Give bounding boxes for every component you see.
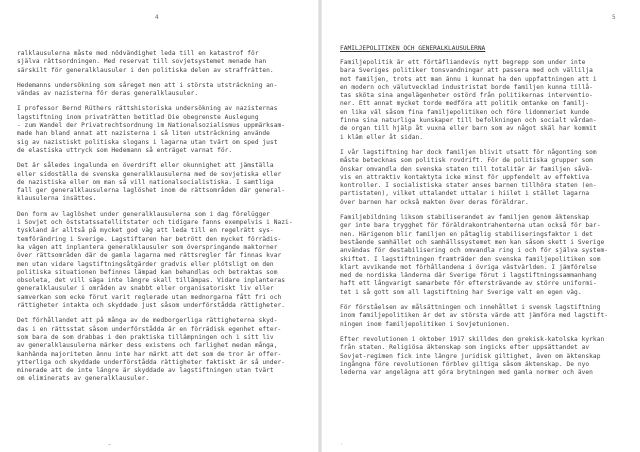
text-line: tet i så gott som all lagstiftning har Sverige valt en egen väg.: [340, 288, 582, 296]
text-line: vändas av nazisterna för deras generalklausuler.: [17, 90, 199, 98]
paragraph: [17, 50, 285, 75]
page-number: 4: [155, 14, 159, 21]
text-line: generalklausuler i områden av snabbt eller organisatoriskt liv eller: [17, 285, 274, 293]
page-body: [17, 50, 293, 391]
text-line: eller sidoställa de svenska generalklausulerna med de sovjetiska eller: [17, 170, 282, 178]
text-line: bestående samhället och samhällssystemet men kan såsom skett i Sverige: [340, 238, 605, 246]
paragraph: [17, 162, 285, 203]
text-line: finna sina naturliga kunskaper till befolkningen och socialt vårdan-: [340, 117, 597, 125]
text-line: samverkan som ecke förut varit reglerade utan mednorgarna fått fri och: [17, 293, 282, 301]
text-line: partistaten), vilket uttalandet uttalar i hiilet i stället lagarna: [340, 190, 590, 198]
text-line: ingångna före revolutionen förblev giltiga såsom äktenskap. De nyo: [340, 360, 590, 368]
text-line: Efter revolutionen i oktober 1917 skilldes den grekisk-katolska kyrkan: [340, 335, 605, 343]
text-line: Familjebildning liksom stabiliserandet av familjen genom äktenskap: [340, 214, 590, 222]
text-line: själva rättsordningen. Med reservat till sovjetsystemet menade han: [17, 58, 267, 66]
text-line: I professor Bernd Rüthers rättshistoriska undersökning av nazisternas: [17, 105, 278, 113]
text-line: de elastiska uttryck som Hedemann så enträget varnat för.: [17, 146, 233, 154]
text-line: kontroller. I socialistiska stater anses barnen tillhöra staten (en-: [340, 182, 597, 190]
text-line: Det är således ingalunda en överdrift eller okunnighet att jämställa: [17, 162, 274, 170]
text-line: rättigheter intakta och skyddade just såsom underförstådda rättigheter.: [17, 302, 286, 310]
text-line: Sovjet-regimen fick inte längre juridisk giltighet, även om äktenskap: [340, 352, 601, 360]
text-line: från staten. Religiösa äktenskap som ingicks efter uppsättandet av: [340, 344, 590, 352]
text-line: fall ger generalklausulerna laglöshet inom de rättsområden där general-: [17, 187, 286, 195]
text-line: I vår lagstiftning har dock familjen blivit utsatt för någonting som: [340, 148, 597, 156]
text-line: skiftet. I lagstiftningen framträder den svenska familjepolitiken som: [340, 255, 601, 263]
text-line: kanhända majoriteten ännu inte har märkt att det som de tror är offer-: [17, 350, 282, 358]
text-line: om eliminerats av generalklausuler.: [17, 375, 150, 383]
text-line: med de nordiska länderna där Sverige förut i lagstiftningssammanhang: [340, 272, 597, 280]
paragraph: [340, 336, 608, 377]
paragraph: [340, 149, 608, 207]
text-line: men utan vidare lagstiftningsåtgärder gradvis eller plötsligt om den: [17, 260, 274, 268]
text-line: i kläm eller åt sidan.: [340, 133, 424, 141]
text-line: Den form av laglöshet under generalklausulerna som i dag förelügger: [17, 210, 270, 218]
text-line: i Sovjet och öststatssatellitstater och tidigare fanns exempelvis i Nazi-: [17, 219, 293, 227]
text-line: tas sköta sina angelägenheter ostörd från politikernas interventio-: [340, 92, 593, 100]
text-line: obsoleta, det vill säga inte längre skall tillämpas. Vidare inplanteras: [17, 277, 286, 285]
text-line: vis en attraktiv kontaktyta icke minst för uppfendelt av effektiva: [340, 173, 590, 181]
text-line: klausulerna insättes.: [17, 195, 97, 203]
text-line: över barnen har också makten över deras föräldrar.: [340, 198, 529, 206]
text-line: temförändring i Sverige. Lagstiftaren har betrött den mycket förrädis-: [17, 235, 282, 243]
footer-mark: —: [108, 442, 112, 448]
text-line: lagstiftning inom privaträtten betitlad Die obegrenste Auslegung: [17, 113, 259, 121]
text-line: över rättsområden där de gamla lagarna med rättsregler får finnas kvar: [17, 252, 282, 260]
text-line: ralklausulerna måste med nödvändighet leda till en katastrof för: [17, 50, 259, 57]
text-line: ningen inom familjepolitiken i Sovjetunionen.: [340, 320, 510, 328]
text-line: haft ett långvarigt samarbete för eftersträvande av större uniformi-: [340, 280, 597, 288]
footer-mark: ·: [340, 442, 344, 448]
text-line: önskar omvandla den svenska staten till totalitär är familjen såvä-: [340, 165, 593, 173]
text-line: made han bland annat att nazisterna i så liten utsträckning använde: [17, 130, 270, 138]
paragraph: [17, 210, 293, 311]
text-line: politiska situationen befinnes lämpad kan behandlas och betraktas som: [17, 268, 278, 276]
text-line: ka vägen att inplantera generalklausuler som överspringande maktorner: [17, 243, 278, 251]
paragraph: [340, 304, 608, 329]
paragraph: [340, 59, 608, 142]
text-line: sig av nazistiskt politiska slogans i lagarna utan tvärt om sped just: [17, 138, 278, 146]
text-line: av generalklausulerna märker dess existens och farlighet medan många,: [17, 342, 278, 350]
text-line: minerade att de inte längre är skyddade av lagstiftningen utan tvärt: [17, 367, 274, 375]
text-line: ger inte bara trygghet för föräldrakontrahenterna utan också för bar-: [340, 222, 601, 230]
page-body: [340, 45, 608, 384]
text-line: das i en rättsstat såsom underförstådda är en förrädisk egenhet efter-: [17, 325, 282, 333]
page-number: 5: [612, 14, 616, 21]
text-line: användas för destabilisering och omvandla ring i och för själva system-: [340, 247, 609, 255]
text-line: ner. Ett annat mycket torde medföra att politik omtanke om familj-: [340, 100, 590, 108]
paragraph: [17, 317, 285, 383]
paragraph: [340, 214, 608, 297]
text-line: ytterliga och skyddade underförstådda rättigheter faktiskt är så under-: [17, 358, 286, 366]
section-heading: FAMILJEPOLITIKEN OCH GENERALKLAUSULERNA: [340, 45, 486, 52]
text-line: de nazistiska eller om man så vill nationalsocialistiska. I samtliga: [17, 178, 274, 186]
right-page: [322, 0, 640, 452]
text-line: Det förhållandet att på många av de medborgerliga rättigheterna skyd-: [17, 317, 278, 325]
text-line: en lika väl såsom fina familjepolitiken och före lidomneriet kunde: [340, 108, 590, 116]
text-line: de organ till hjälp åt vuxna eller barn som av något skäl har kommit: [340, 125, 597, 133]
left-page: [0, 0, 318, 452]
text-line: måste betecknas som politisk rovdrift. För de politiska grupper som: [340, 157, 593, 165]
text-line: nen. Härigenom blir familjen en påtaglig stabiliseringsfaktor i det: [340, 230, 593, 238]
text-line: som bara de som drabbas i den praktiska tillämpningen och i sitt liv: [17, 333, 274, 341]
text-line: klart avvikande mot förhållandena i övriga västvärlden. I jämförelse: [340, 263, 597, 271]
text-line: - zum Wandel der Privatrechtsordnung im Nationalsozialismus uppmärksam-: [17, 122, 286, 130]
text-line: bara Sveriges politiker tonsvandningar att passera med och vällilja: [340, 67, 593, 75]
paragraph: [17, 82, 285, 99]
text-line: mot familjen, trots att man ännu i kunnat ha den uppfattningen att i: [340, 75, 597, 83]
text-line: en modern och välutvecklad industristat borde familjen kunna tillå-: [340, 83, 593, 91]
text-line: inom familjepolitiken är det av största värde att jämföra med lagstift-: [340, 312, 609, 320]
text-line: särskilt för generalklausuler i den politiska delen av straffrätten.: [17, 66, 274, 74]
paragraph: [17, 105, 285, 155]
text-line: tyskland är alltså på mycket god väg att leda till en regelrätt sys-: [17, 227, 274, 235]
text-line: Familjepolitik är ett förtäfliandevis nytt begrepp som under inte: [340, 59, 586, 66]
text-line: Hedemanns undersökning som såreget men att i största utsträckning an-: [17, 81, 278, 89]
text-line: lederna var angelägna att göra brytningen med gamla normer och även: [340, 369, 593, 377]
text-line: För förståelsen av målsättningen och innehållet i svensk lagstiftning: [340, 304, 601, 312]
